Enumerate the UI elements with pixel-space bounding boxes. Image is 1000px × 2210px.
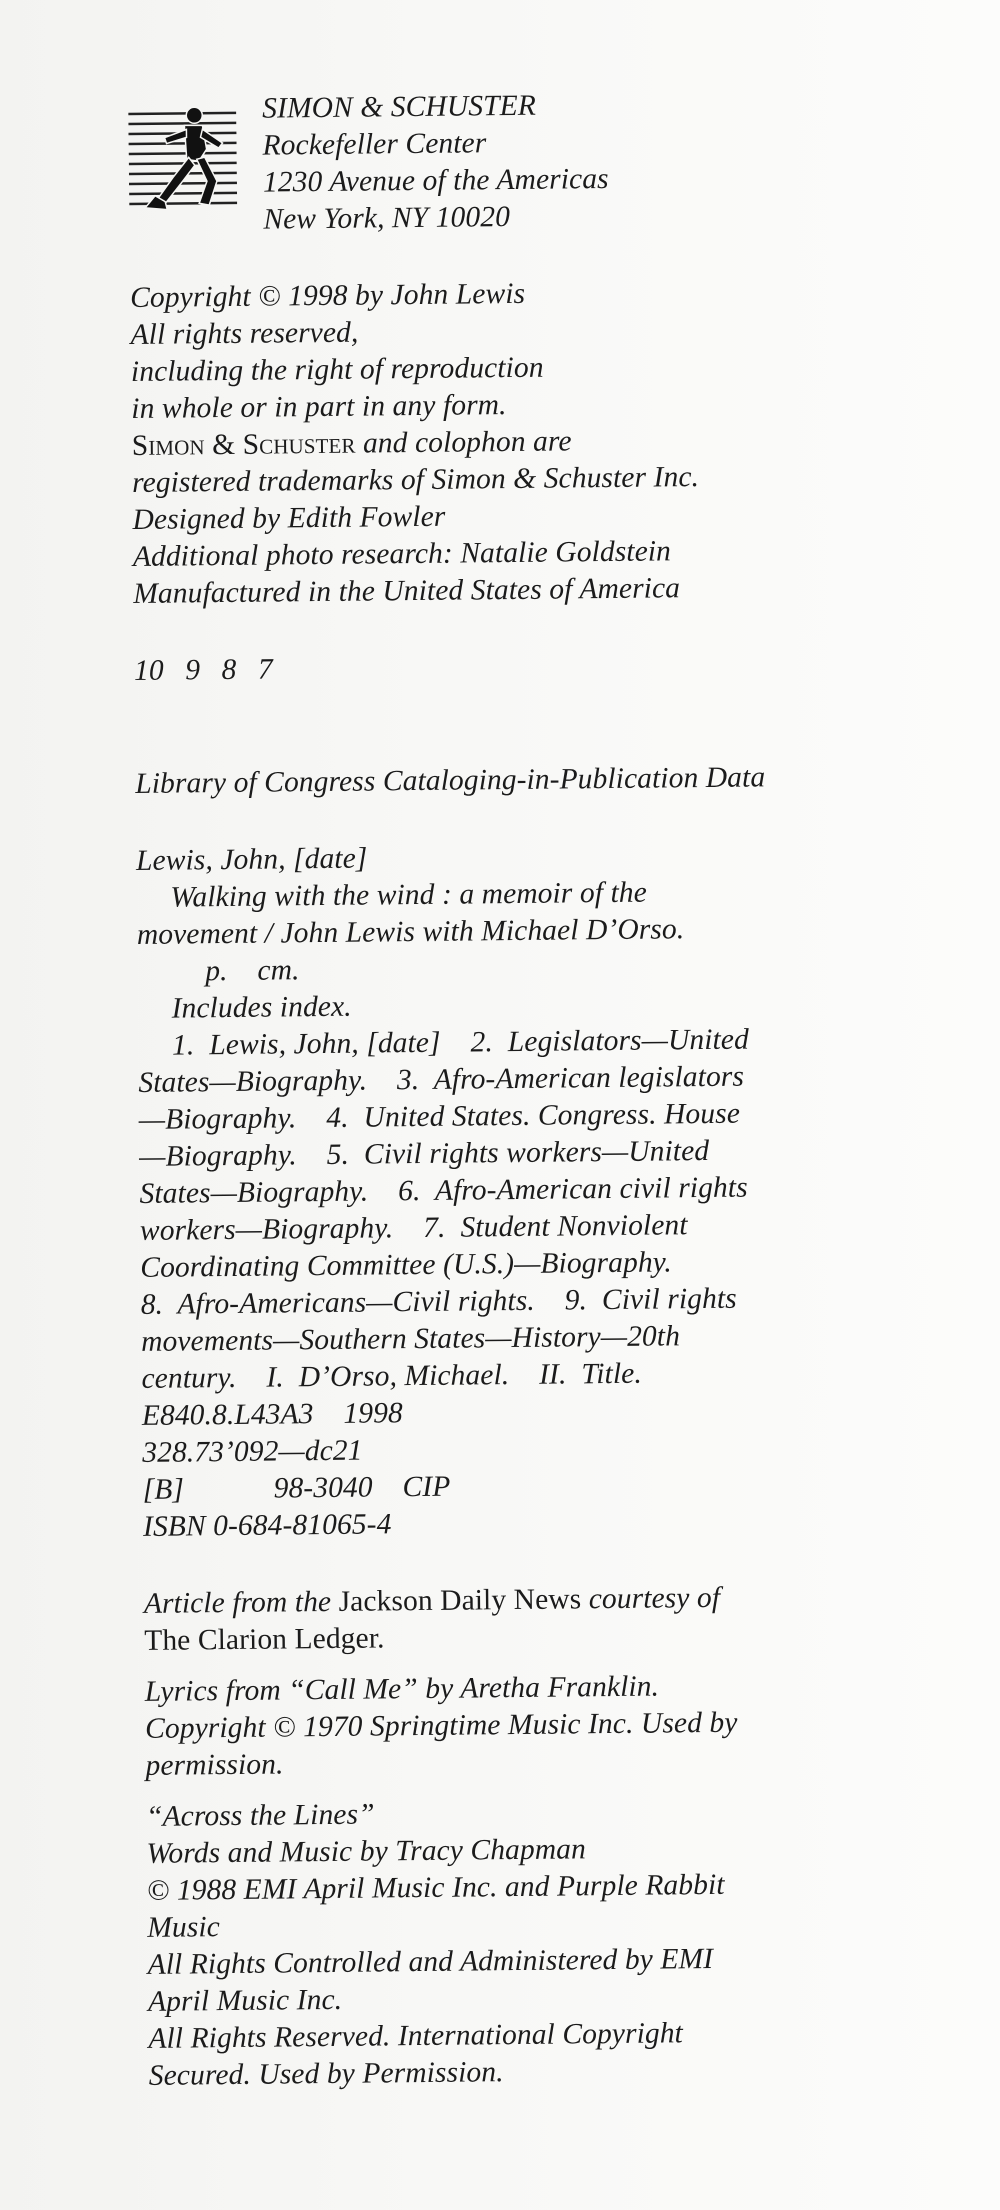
- cip-subject: workers—Biography. 7. Student Nonviolent: [139, 1209, 688, 1247]
- cip-line: p. cm.: [205, 954, 300, 988]
- publisher-name: SIMON & SCHUSTER: [262, 89, 537, 125]
- cip-subject: 1. Lewis, John, [date] 2. Legislators—United: [171, 1023, 750, 1062]
- copyright-line: registered trademarks of Simon & Schuster Inc.: [131, 461, 700, 499]
- address-line: 1230 Avenue of the Americas: [262, 162, 609, 199]
- cip-subject: movements—Southern States—History—20th: [140, 1320, 681, 1358]
- running-man-colophon-icon: [128, 103, 237, 214]
- address-line: Rockefeller Center: [262, 127, 487, 162]
- cip-subject: —Biography. 4. United States. Congress. House: [138, 1097, 741, 1136]
- article-courtesy: courtesy of: [581, 1581, 721, 1616]
- trademark-suffix: and colophon are: [355, 425, 572, 460]
- lyrics-credit-line: permission.: [145, 1748, 284, 1782]
- cip-data: [135, 758, 933, 1546]
- copyright-line: including the right of reproduction: [130, 351, 544, 388]
- cip-lccn: [B] 98-3040 CIP: [142, 1470, 451, 1506]
- copyright-line: All rights reserved,: [130, 316, 359, 351]
- publisher-block: [128, 82, 920, 240]
- article-source: The Clarion Ledger.: [144, 1622, 385, 1657]
- cip-subject: States—Biography. 6. Afro-American civil rights: [139, 1171, 748, 1210]
- address-line: New York, NY 10020: [263, 201, 511, 236]
- copyright-line: Copyright © 1998 by John Lewis: [130, 277, 526, 314]
- manufacturing-note: Manufactured in the United States of America: [133, 572, 681, 610]
- cip-subject: 8. Afro-Americans—Civil rights. 9. Civil rights: [140, 1282, 737, 1321]
- lyrics-credit-line: April Music Inc.: [147, 1983, 343, 2018]
- copyright-notice: [130, 272, 923, 613]
- newspaper-name: Jackson Daily News: [338, 1583, 582, 1618]
- cip-line: Includes index.: [171, 990, 352, 1025]
- cip-subject: Coordinating Committee (U.S.)—Biography.: [140, 1246, 672, 1284]
- lyrics-credit-line: Secured. Used by Permission.: [148, 2056, 504, 2092]
- cip-subject: —Biography. 5. Civil rights workers—United: [139, 1134, 710, 1173]
- lyrics-credit-line: © 1988 EMI April Music Inc. and Purple Rabbit: [146, 1868, 725, 1907]
- cip-isbn: ISBN 0-684-81065-4: [142, 1508, 392, 1543]
- lyrics-credit-line: Words and Music by Tracy Chapman: [146, 1833, 587, 1870]
- cip-author: Lewis, John, [date]: [135, 842, 368, 877]
- trademark-name: Simon & Schuster: [131, 427, 356, 462]
- cip-heading: Library of Congress Cataloging-in-Publication Data: [135, 761, 766, 800]
- cip-line: movement / John Lewis with Michael D’Orso.: [136, 913, 685, 951]
- printing-numbers: 10 9 8 7: [133, 653, 273, 687]
- lyrics-credit-line: “Across the Lines”: [145, 1798, 375, 1833]
- lyrics-credit-line: All Rights Reserved. International Copyright: [148, 2017, 684, 2055]
- article-prefix: Article from the: [143, 1585, 339, 1620]
- lyrics-credit-line: Music: [147, 1911, 221, 1944]
- cip-title: Walking with the wind : a memoir of the: [170, 876, 648, 914]
- lyrics-credit-line: All Rights Controlled and Administered by EMI: [147, 1942, 714, 1981]
- publisher-address: [262, 87, 609, 239]
- lyrics-credit-line: Lyrics from “Call Me” by Aretha Franklin.: [144, 1670, 660, 1708]
- cip-dewey: 328.73’092—dc21: [142, 1434, 363, 1469]
- permissions-credits: [144, 1578, 939, 2095]
- lyrics-credit-line: Copyright © 1970 Springtime Music Inc. Used by: [144, 1706, 738, 1745]
- page-content: [128, 82, 939, 2095]
- cip-subject: States—Biography. 3. Afro-American legislators: [138, 1060, 745, 1099]
- designer-credit: Designed by Edith Fowler: [132, 500, 446, 536]
- cip-subject: century. I. D’Orso, Michael. II. Title.: [141, 1357, 643, 1395]
- copyright-line: in whole or in part in any form.: [131, 389, 507, 425]
- cip-call-number: E840.8.L43A3 1998: [141, 1397, 403, 1432]
- photo-research-credit: Additional photo research: Natalie Goldstein: [132, 535, 672, 573]
